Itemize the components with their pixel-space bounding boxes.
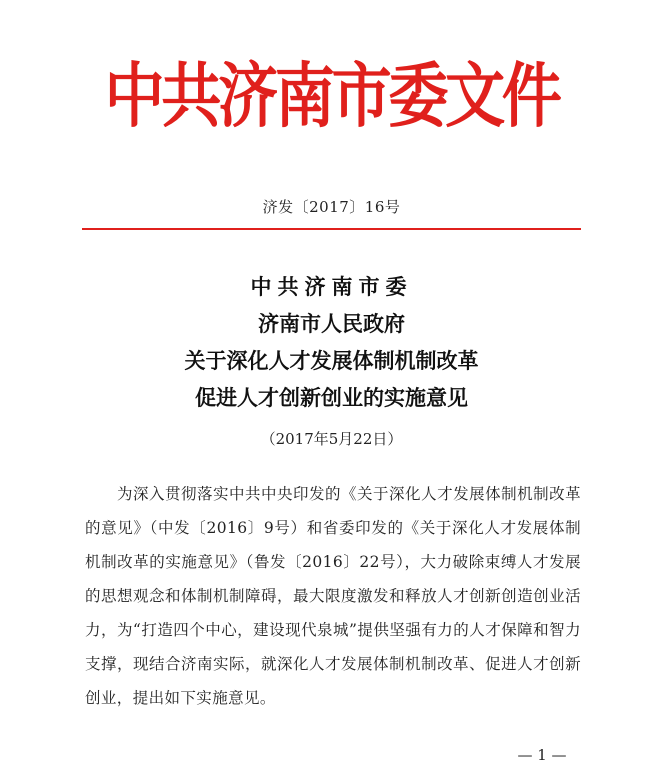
- red-divider-line: [82, 228, 581, 230]
- title-issuer-party: 中共济南市委: [250, 274, 413, 299]
- title-issuer-government: 济南市人民政府: [258, 311, 405, 336]
- page-number: — 1 —: [517, 746, 567, 764]
- masthead-title: 中共济南市委文件: [104, 54, 559, 137]
- title-subject-line-1: 关于深化人才发展体制机制改革: [184, 348, 479, 373]
- document-number: 济发〔2017〕16号: [262, 198, 401, 216]
- body-paragraph: 为深入贯彻落实中共中央印发的《关于深化人才发展体制机制改革的意见》（中发〔2016〕9号）和省委印发的《关于深化人才发展体制机制改革的实施意见》（鲁发〔2016〕22号），大力破除束缚人才发展的思想观念和体制机制障碍，最大限度激发和释放人才创新创造创业活力，为“打造四个中心，建设现代泉城”提供坚强有力的人才保障和智力支撑，现结合济南实际，就深化人才发展体制机制改革、促进人才创新创业，提出如下实施意见。: [85, 485, 581, 707]
- document-title: [0, 268, 663, 416]
- issue-date: （2017年5月22日）: [260, 430, 403, 448]
- title-subject-line-2: 促进人才创新创业的实施意见: [195, 385, 468, 410]
